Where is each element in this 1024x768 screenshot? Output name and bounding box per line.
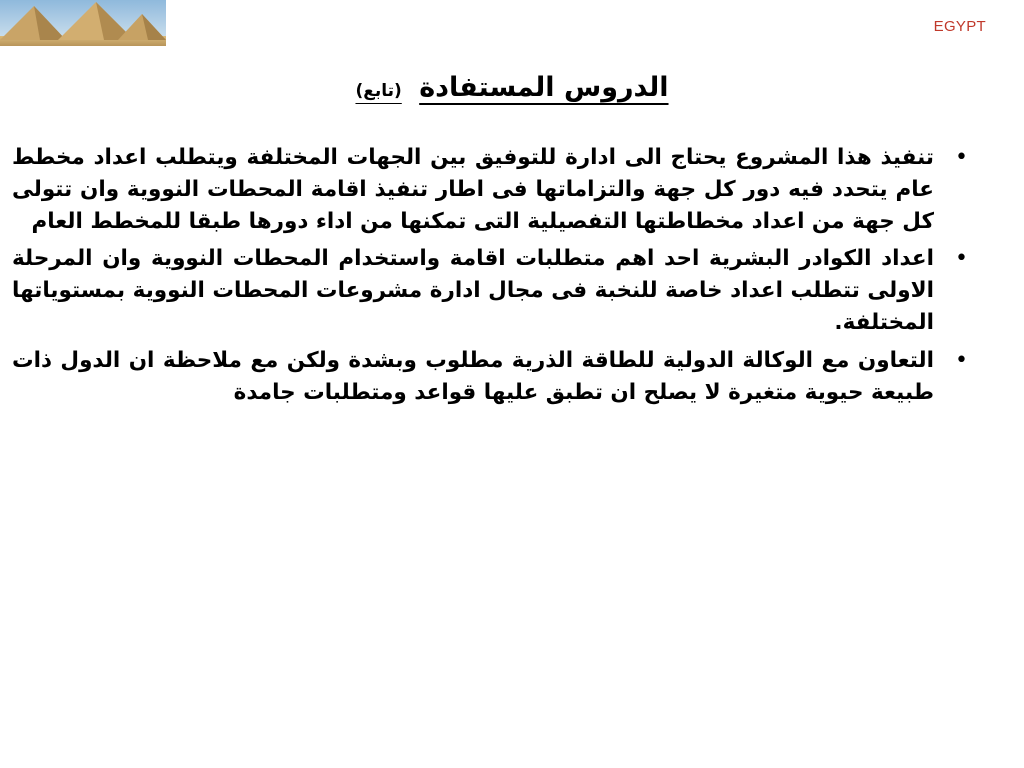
bullet-text: تنفيذ هذا المشروع يحتاج الى ادارة للتوفيق بين الجهات المختلفة ويتطلب اعداد مخطط عام يتحدد فيه دور كل جهة والتزاماتها فى اطار تنفيذ اقامة المحطات النووية وان تتولى كل جهة من اعداد مخطاطتها التفصيلية التى تمكنها من اداء دورها طبقا للمخطط العام (12, 145, 934, 234)
bullet-icon: • (955, 347, 968, 373)
title-sub: (تابع) (355, 81, 402, 102)
bullet-item (12, 345, 968, 409)
bullet-list (12, 142, 968, 415)
bullet-icon: • (955, 246, 968, 272)
bullet-text: اعداد الكوادر البشرية احد اهم متطلبات اقامة واستخدام المحطات النووية وان المرحلة الاولى تتطلب اعداد خاصة للنخبة فى مجال ادارة مشروعات المحطات النووية بمستوياتها المختلفة. (12, 246, 934, 336)
bullet-icon: • (955, 145, 968, 170)
bullet-text: التعاون مع الوكالة الدولية للطاقة الذرية مطلوب وبشدة ولكن مع ملاحظة ان الدول ذات طبيعة حيوية متغيرة لا يصلح ان تطبق عليها قواعد ومتطلبات جامدة (12, 347, 934, 405)
title-main: الدروس المستفادة (419, 72, 669, 104)
pyramids-image (0, 0, 166, 46)
bullet-item (12, 243, 968, 338)
country-label: EGYPT (933, 18, 986, 35)
slide-title (0, 72, 1024, 103)
bullet-item (12, 142, 968, 237)
